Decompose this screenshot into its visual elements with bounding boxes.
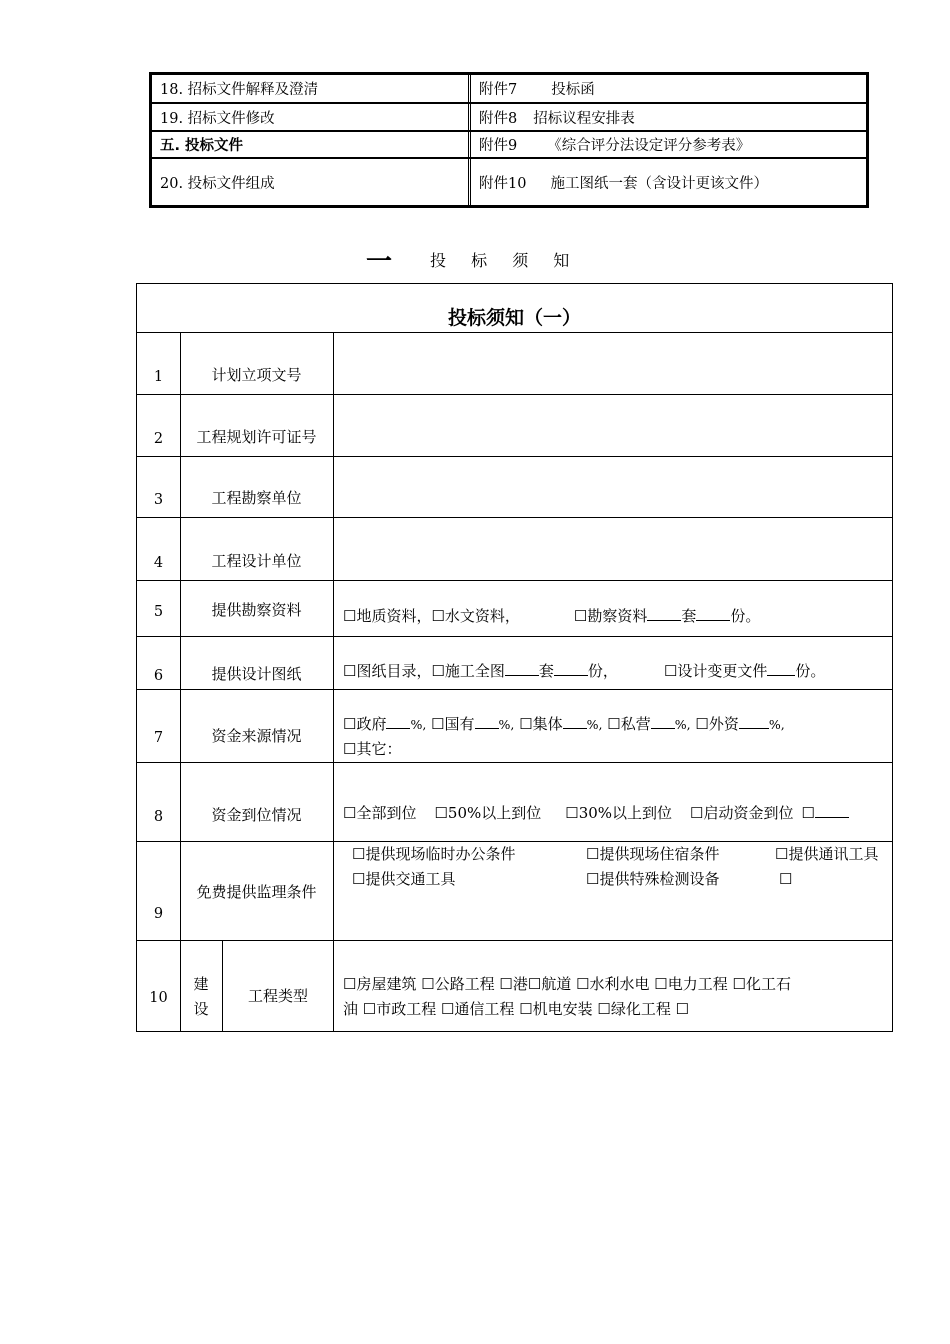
bidding-notice-form	[136, 283, 893, 1032]
office-checkbox[interactable]: ☐提供现场临时办公条件	[352, 845, 516, 863]
supervision-conditions-options	[334, 842, 892, 892]
attachment-code: 附件10	[479, 175, 527, 192]
state-owned-checkbox[interactable]: ☐国有	[431, 715, 475, 733]
contents-left: 19. 招标文件修改	[160, 110, 275, 127]
section-heading	[366, 244, 580, 277]
unit-label: 套	[538, 662, 554, 680]
row-label: 工程类型	[247, 987, 308, 1005]
row-number: 2	[153, 431, 164, 447]
contents-table	[149, 72, 869, 208]
attachment-title: 招标议程安排表	[533, 110, 635, 127]
project-type-options	[334, 972, 892, 1022]
group-char: 设	[193, 1000, 209, 1018]
blank-line[interactable]	[505, 661, 539, 676]
design-change-checkbox[interactable]: ☐设计变更文件	[663, 662, 768, 680]
attachment-code: 附件7	[479, 82, 518, 98]
row-number: 1	[153, 369, 164, 385]
transport-checkbox[interactable]: ☐提供交通工具	[352, 870, 456, 888]
planning-permit-number-field[interactable]	[334, 394, 892, 456]
row-label: 计划立项文号	[211, 366, 302, 384]
project-type-line[interactable]: ☐房屋建筑 ☐公路工程 ☐港☐航道 ☐水利水电 ☐电力工程 ☐化工石	[343, 975, 791, 993]
attachment-code: 附件8	[479, 110, 518, 127]
survey-materials-checkbox[interactable]: ☐勘察资料	[573, 607, 648, 625]
contents-left: 18. 招标文件解释及澄清	[160, 82, 319, 98]
unit-label: 份。	[795, 662, 826, 680]
row-label: 资金来源情况	[211, 727, 302, 745]
startup-funds-checkbox[interactable]: ☐启动资金到位	[690, 804, 794, 822]
attachment-title: 投标函	[551, 82, 595, 98]
blank-line[interactable]	[475, 714, 499, 729]
other-arrival-checkbox[interactable]: ☐	[801, 804, 815, 822]
project-approval-number-field[interactable]	[334, 332, 892, 394]
row-number: 4	[153, 555, 164, 571]
construction-group-label	[180, 972, 222, 1022]
section-title: 投 标 须 知	[430, 250, 580, 270]
conditions-line	[343, 867, 892, 892]
percent-label: %,	[410, 717, 427, 732]
row-label: 资金到位情况	[211, 806, 302, 824]
testing-equipment-checkbox[interactable]: ☐提供特殊检测设备	[586, 870, 720, 888]
contents-right	[468, 75, 866, 102]
row-number: 10	[149, 990, 168, 1006]
group-char: 建	[193, 975, 209, 993]
unit-label: 套	[681, 607, 697, 625]
contents-left-section: 五. 投标文件	[160, 138, 244, 154]
other-checkbox[interactable]: ☐其它：	[343, 740, 402, 758]
contents-row	[152, 159, 866, 205]
blank-line[interactable]	[739, 714, 769, 729]
blank-line[interactable]	[554, 661, 588, 676]
row-number: 9	[153, 906, 164, 922]
contents-left: 20. 投标文件组成	[160, 175, 275, 192]
full-drawings-checkbox[interactable]: ☐施工全图	[431, 662, 505, 680]
geology-checkbox[interactable]: ☐地质资料，	[343, 607, 432, 625]
other-condition-checkbox[interactable]: ☐	[779, 870, 793, 888]
percent-label: %,	[674, 717, 691, 732]
conditions-line	[343, 842, 892, 867]
blank-line[interactable]	[767, 661, 795, 676]
blank-line[interactable]	[386, 714, 410, 729]
blank-line[interactable]	[815, 803, 849, 818]
contents-row	[152, 75, 866, 102]
fifty-percent-checkbox[interactable]: ☐50%以上到位	[434, 804, 542, 822]
row-label: 工程规划许可证号	[196, 428, 317, 446]
form-title: 投标须知（一）	[447, 307, 581, 329]
row-label: 工程设计单位	[211, 552, 302, 570]
blank-line[interactable]	[696, 606, 730, 621]
unit-label: 份。	[730, 607, 761, 625]
government-checkbox[interactable]: ☐政府	[343, 715, 387, 733]
row-label: 提供勘察资料	[211, 601, 302, 619]
section-number: 一	[366, 246, 395, 277]
percent-label: %,	[768, 717, 785, 732]
row-label: 工程勘察单位	[211, 489, 302, 507]
drawing-index-checkbox[interactable]: ☐图纸目录，	[343, 662, 432, 680]
fund-source-options	[334, 712, 892, 762]
full-arrival-checkbox[interactable]: ☐全部到位	[343, 804, 417, 822]
attachment-title: 施工图纸一套（含设计更该文件）	[550, 175, 768, 192]
thirty-percent-checkbox[interactable]: ☐30%以上到位	[565, 804, 673, 822]
contents-row	[152, 132, 866, 157]
blank-line[interactable]	[651, 714, 675, 729]
contents-right	[468, 104, 866, 130]
collective-checkbox[interactable]: ☐集体	[519, 715, 563, 733]
row-number: 6	[153, 668, 164, 684]
percent-label: %,	[586, 717, 603, 732]
design-drawings-options	[334, 659, 892, 684]
foreign-checkbox[interactable]: ☐外资	[695, 715, 739, 733]
survey-materials-options	[334, 604, 892, 629]
contents-right	[468, 132, 866, 157]
row-number: 3	[153, 492, 164, 508]
fund-arrival-options	[334, 801, 892, 826]
hydrology-checkbox[interactable]: ☐水文资料，	[431, 607, 520, 625]
contents-row	[152, 104, 866, 130]
attachment-title: 《综合评分法设定评分参考表》	[547, 138, 751, 154]
row-number: 7	[153, 730, 164, 746]
contents-right	[468, 159, 866, 205]
private-checkbox[interactable]: ☐私营	[607, 715, 651, 733]
row-label: 提供设计图纸	[211, 665, 302, 683]
survey-unit-field[interactable]	[334, 456, 892, 517]
unit-label: 份，	[587, 662, 618, 680]
row-label: 免费提供监理条件	[196, 883, 317, 901]
percent-label: %,	[498, 717, 515, 732]
row-number: 5	[153, 604, 164, 620]
attachment-code: 附件9	[479, 138, 518, 154]
row-divider	[137, 940, 892, 941]
fund-source-line	[343, 712, 892, 737]
row-number: 8	[153, 809, 164, 825]
design-unit-field[interactable]	[334, 517, 892, 580]
project-type-line[interactable]: 油 ☐市政工程 ☐通信工程 ☐机电安装 ☐绿化工程 ☐	[343, 1000, 690, 1018]
blank-line[interactable]	[647, 606, 681, 621]
communication-checkbox[interactable]: ☐提供通讯工具	[775, 845, 879, 863]
housing-checkbox[interactable]: ☐提供现场住宿条件	[586, 845, 720, 863]
blank-line[interactable]	[563, 714, 587, 729]
